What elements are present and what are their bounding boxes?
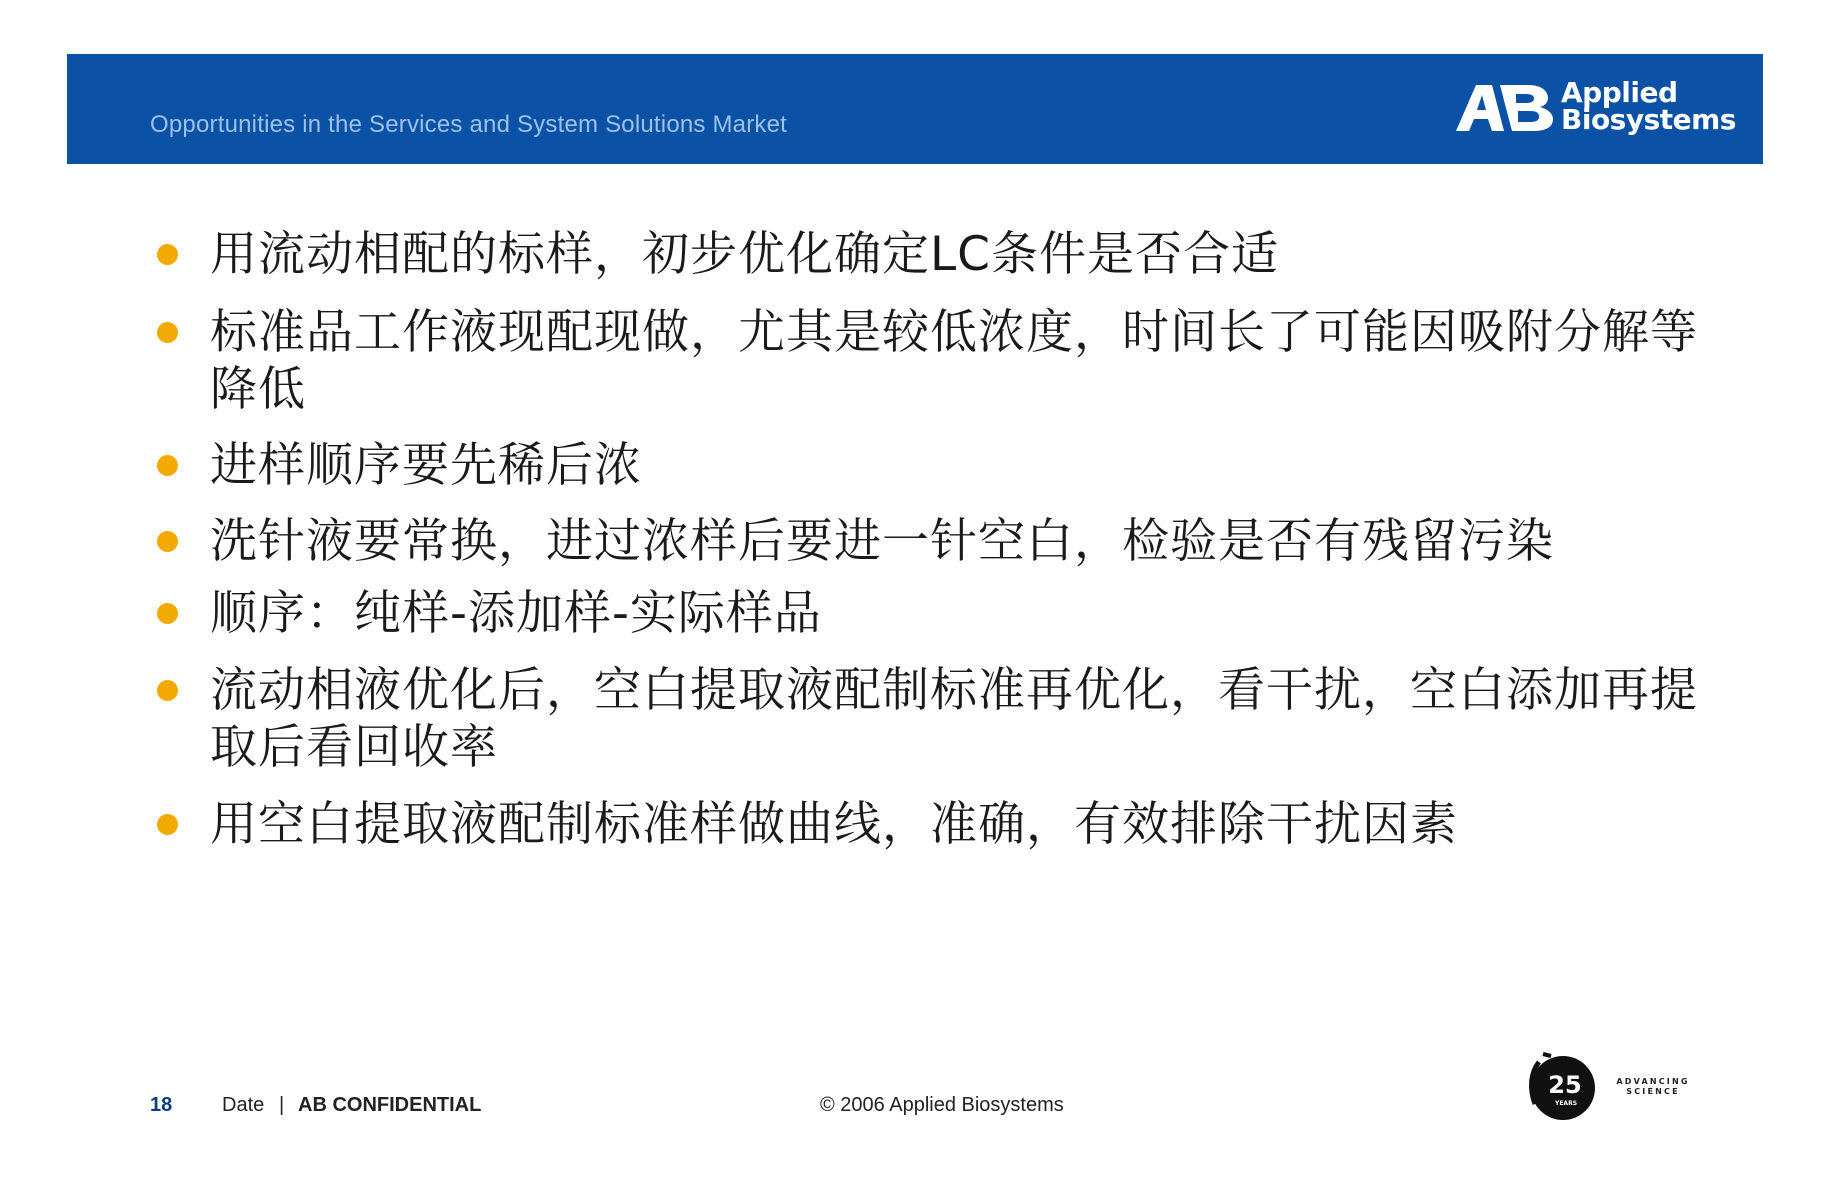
header-subtitle: Opportunities in the Services and System Solutions Market [150, 111, 788, 138]
footer-copyright: © 2006 Applied Biosystems [820, 1094, 1064, 1116]
bullet-dot-icon [157, 814, 178, 835]
logo-line-applied: Applied [1561, 76, 1678, 109]
anniversary-years: YEARS [1554, 1100, 1578, 1107]
logo-text [1561, 76, 1736, 136]
header-band [67, 54, 1763, 164]
bullet-dot-icon [157, 455, 178, 476]
footer-confidential: AB CONFIDENTIAL [298, 1094, 482, 1116]
anniversary-tagline [1612, 1077, 1694, 1097]
tagline-line1: ADVANCING [1616, 1077, 1690, 1086]
page-number: 18 [150, 1094, 173, 1116]
bullet-text: 用流动相配的标样，初步优化确定LC条件是否合适 [210, 227, 1280, 282]
bullet-dot-icon [157, 531, 178, 552]
bullet-text: 流动相液优化后，空白提取液配制标准再优化，看干扰，空白添加再提取后看回收率 [210, 663, 1698, 775]
anniversary-25-icon [1521, 1048, 1601, 1124]
bullet-dot-icon [157, 603, 178, 624]
footer-date: Date [222, 1094, 265, 1116]
bullet-text: 洗针液要常换，进过浓样后要进一针空白，检验是否有残留污染 [210, 514, 1554, 569]
bullet-text: 标准品工作液现配现做，尤其是较低浓度，时间长了可能因吸附分解等降低 [210, 305, 1698, 417]
ab-logo-icon [1454, 83, 1556, 133]
tagline-line2: SCIENCE [1626, 1087, 1680, 1096]
bullet-text: 用空白提取液配制标准样做曲线，准确，有效排除干扰因素 [210, 797, 1458, 852]
bullet-text: 进样顺序要先稀后浓 [210, 438, 642, 493]
bullet-dot-icon [157, 680, 178, 701]
bullet-dot-icon [157, 322, 178, 343]
logo-line-biosystems: Biosystems [1561, 103, 1736, 136]
anniversary-number: 25 [1548, 1071, 1582, 1099]
footer-separator: | [279, 1094, 285, 1116]
applied-biosystems-logo [1454, 76, 1754, 141]
bullet-text: 顺序：纯样-添加样-实际样品 [210, 586, 822, 641]
bullet-dot-icon [157, 244, 178, 265]
